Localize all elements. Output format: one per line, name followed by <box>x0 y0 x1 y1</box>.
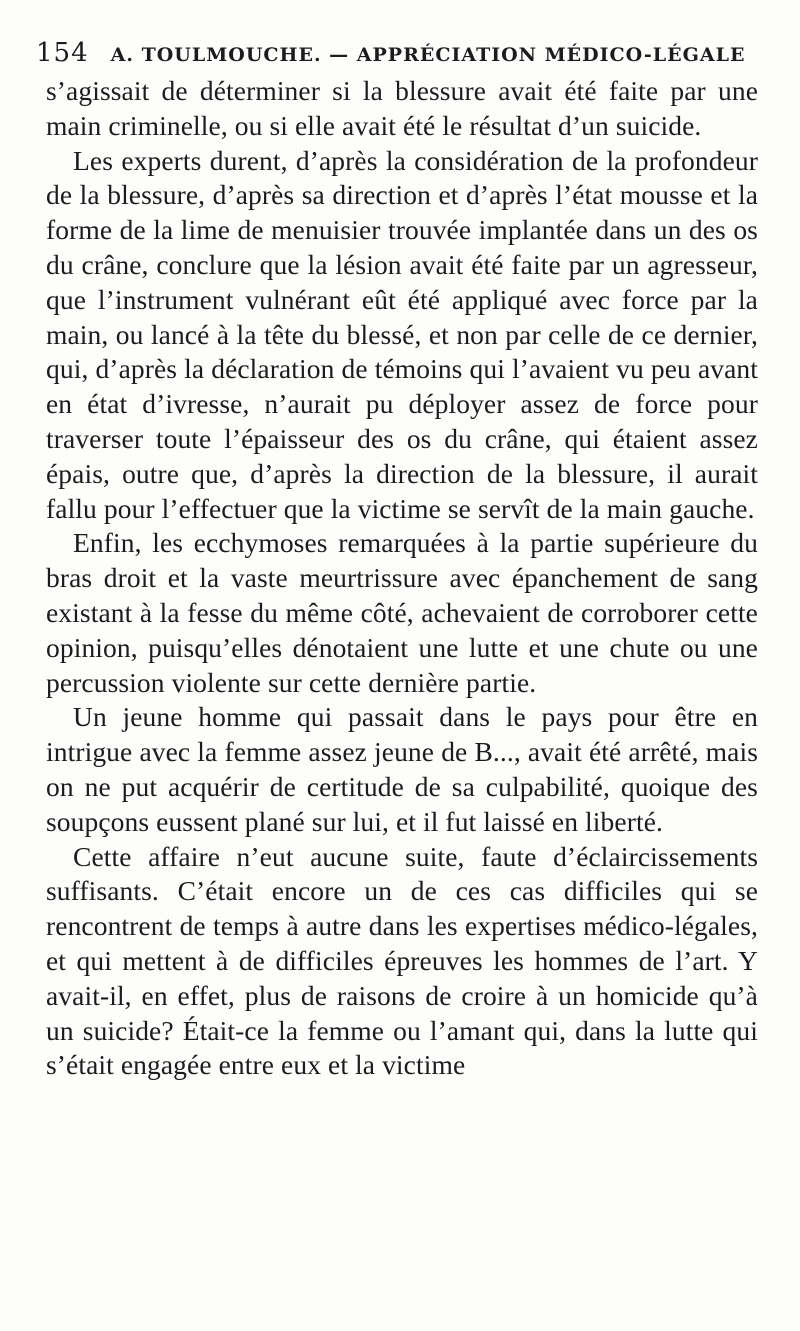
page-number: 154 <box>36 38 89 68</box>
paragraph: Enfin, les ecchymoses remarquées à la partie supérieure du bras droit et la vaste meurtrissure avec épanchement de sang existant à la fesse du même côté, achevaient de corroborer cette opinion, puisqu’elles dénotaient une lutte et une chute ou une percussion violente sur cette dernière partie. <box>46 527 758 698</box>
body-text <box>46 74 758 1083</box>
running-head: A. TOULMOUCHE. — APPRÉCIATION MÉDICO-LÉGALE <box>110 44 746 66</box>
page-header <box>36 38 760 68</box>
paragraph: Cette affaire n’eut aucune suite, faute d’éclaircissements suffisants. C’était encore un de ces cas difficiles qui se rencontrent de temps à autre dans les expertises médico-légales, et qui mettent à de difficiles épreuves les hommes de l’art. Y avait-il, en effet, plus de raisons de croire à un homicide qu’à un suicide? Était-ce la femme ou l’amant qui, dans la lutte qui s’était engagée entre eux et la victime <box>46 840 758 1081</box>
paragraph-continued: s’agissait de déterminer si la blessure avait été faite par une main criminelle, ou si elle avait été le résultat d’un suicide. <box>46 75 758 141</box>
paragraph: Les experts durent, d’après la considération de la profondeur de la blessure, d’après sa direction et d’après l’état mousse et la forme de la lime de menuisier trouvée implantée dans un des os du crâne, conclure que la lésion avait été faite par un agresseur, que l’instrument vulnérant eût été appliqué avec force par la main, ou lancé à la tête du blessé, et non par celle de ce dernier, qui, d’après la déclaration de témoins qui l’avaient vu peu avant en état d’ivresse, n’aurait pu déployer assez de force pour traverser toute l’épaisseur des os du crâne, qui étaient assez épais, outre que, d’après la direction de la blessure, il aurait fallu pour l’effectuer que la victime se servît de la main gauche. <box>46 144 758 524</box>
paragraph: Un jeune homme qui passait dans le pays pour être en intrigue avec la femme assez jeune de B..., avait été arrêté, mais on ne put acquérir de certitude de sa culpabilité, quoique des soupçons eussent plané sur lui, et il fut laissé en liberté. <box>46 701 758 837</box>
